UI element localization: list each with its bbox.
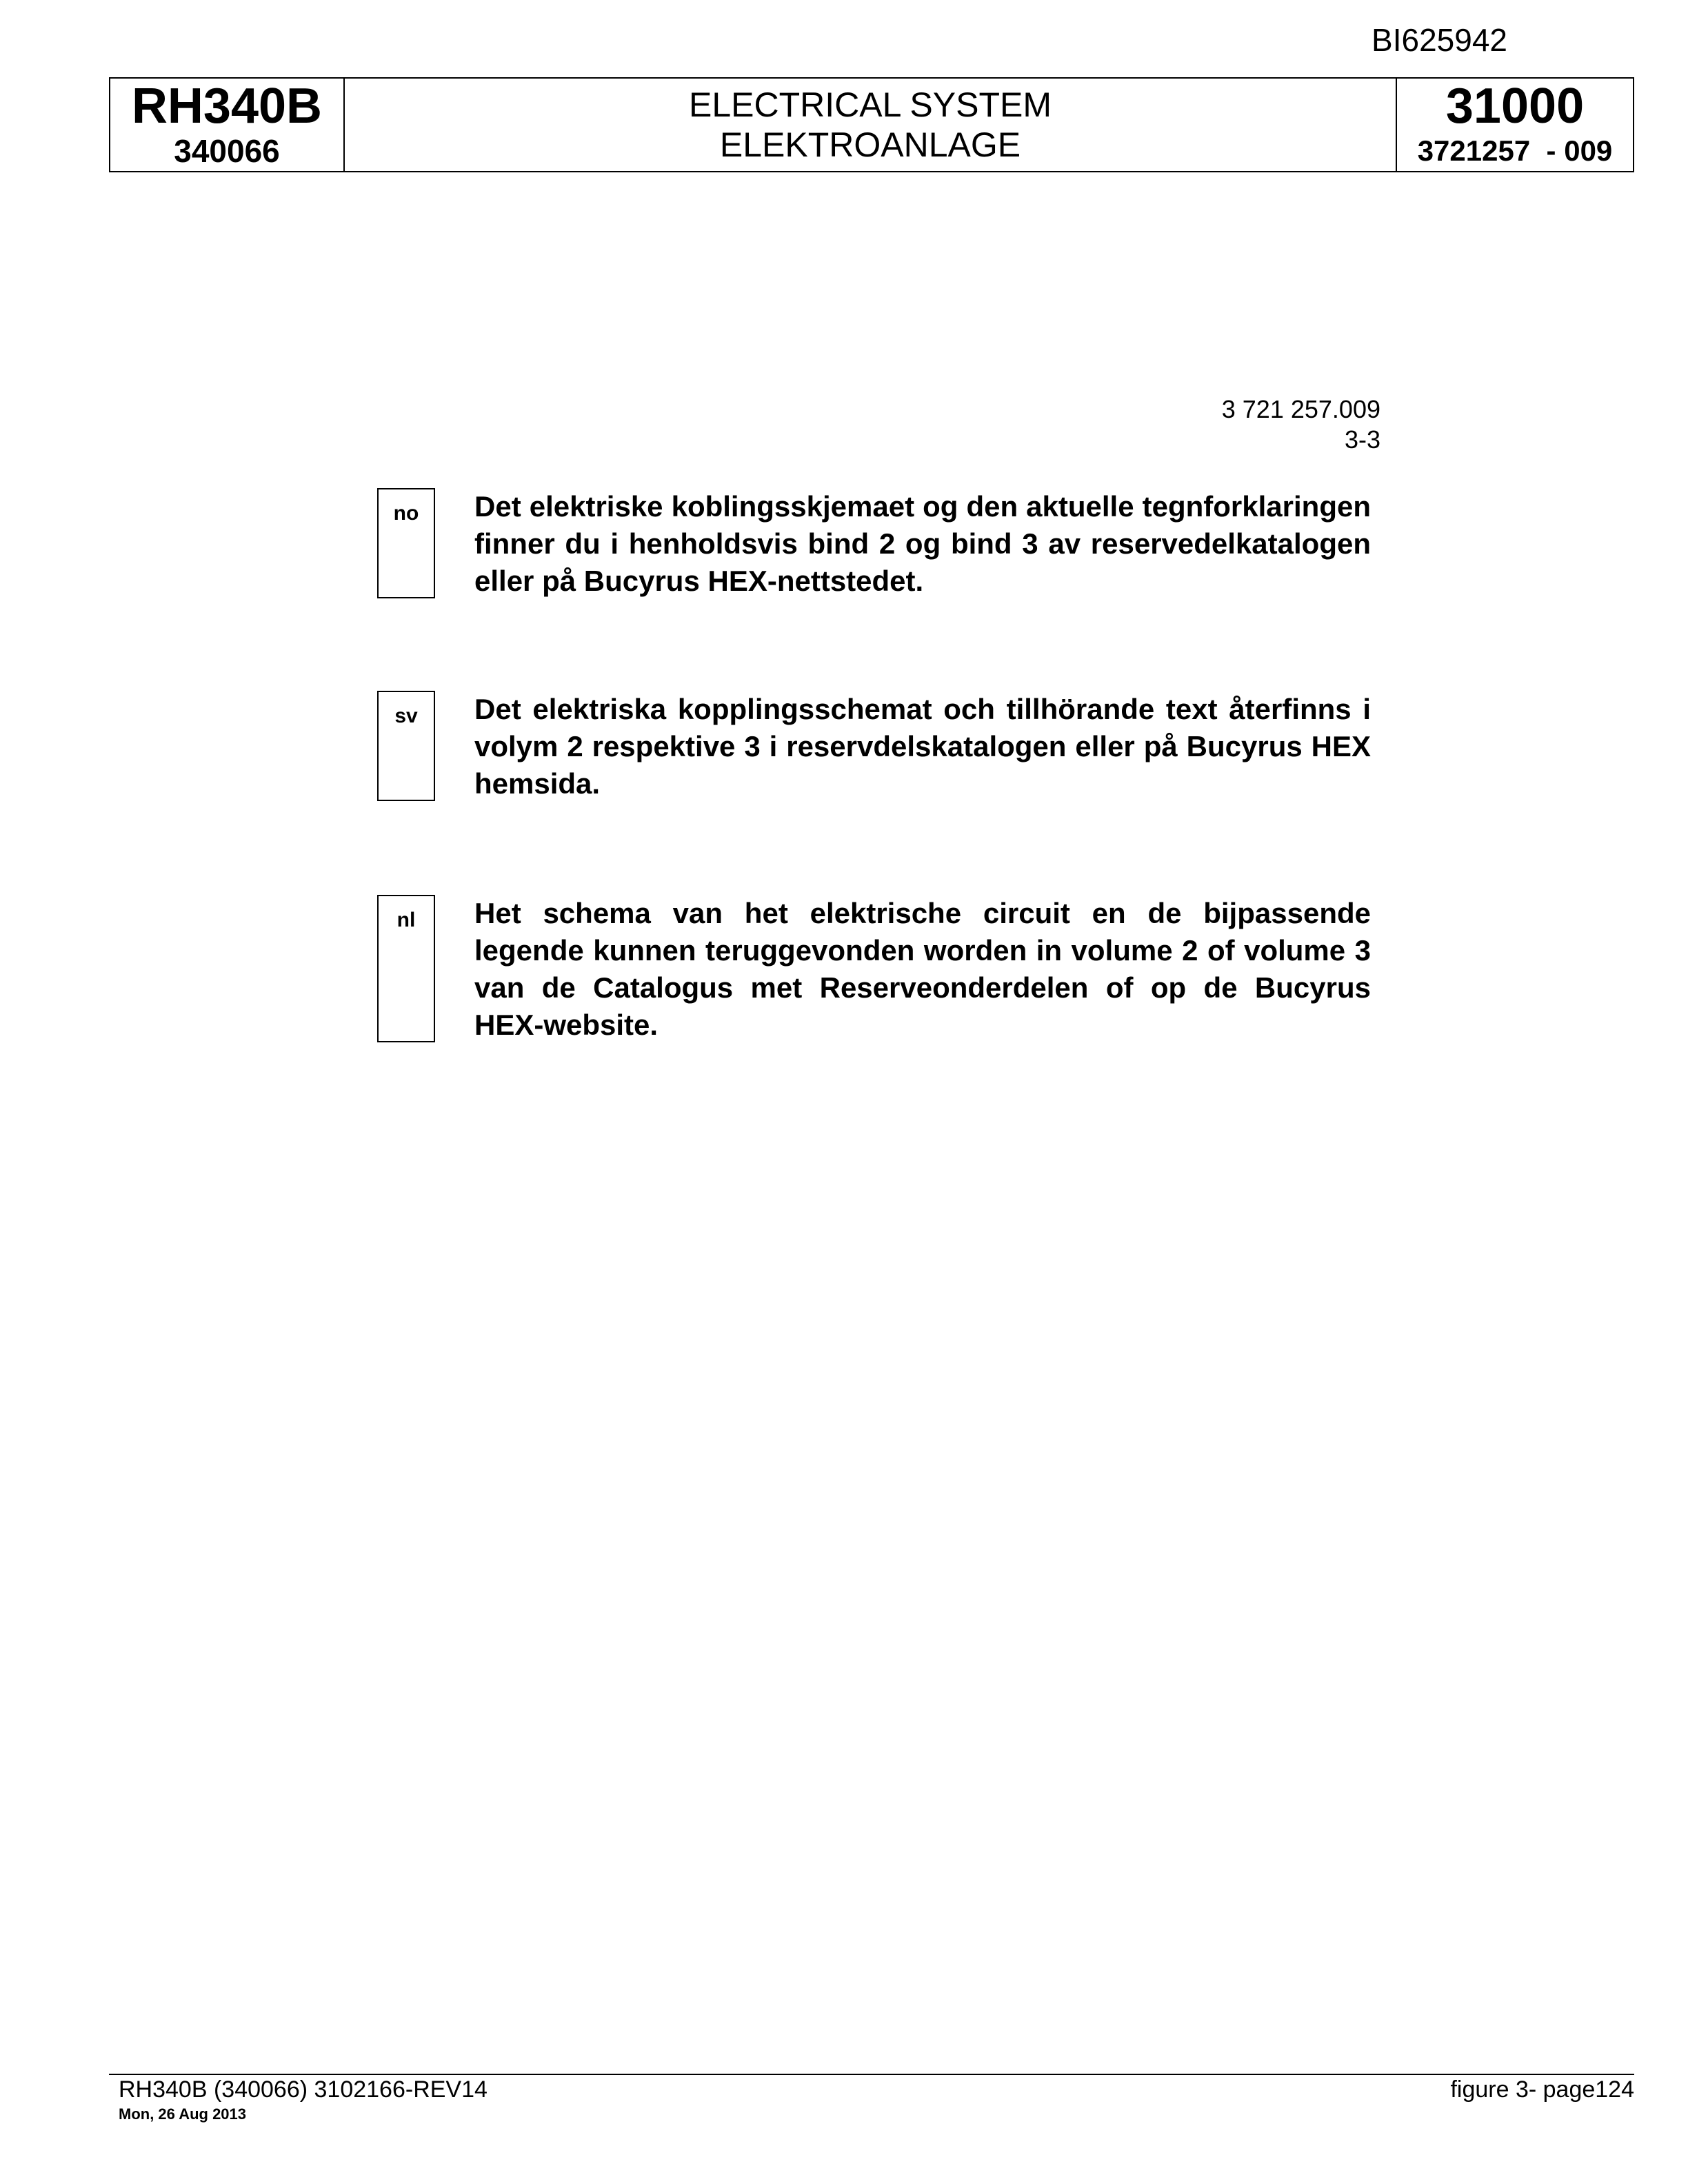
reference-sheet: 3-3 (1344, 425, 1380, 454)
serial-number: 340066 (174, 133, 280, 169)
document-id: BI625942 (1372, 22, 1507, 58)
note-text-nl: Het schema van het elektrische circuit en de bijpassende legende kunnen teruggevonden worden in volume 2 of volume 3 van de Catalogus met Reserveonderdelen of op de Bucyrus HEX-website. (474, 897, 1371, 1041)
language-box-sv: sv (377, 691, 435, 801)
footer-date: Mon, 26 Aug 2013 (119, 2105, 247, 2123)
section-number: 31000 (1445, 79, 1585, 134)
model-cell (110, 79, 345, 171)
part-number: 3721257 - 009 (1417, 134, 1613, 167)
language-box-no: no (377, 488, 435, 598)
note-text-sv: Det elektriska kopplingsschemat och tillhörande text återfinns i volym 2 respektive 3 i reservdelskatalogen eller på Bucyrus HEX hemsida. (474, 693, 1371, 800)
note-text-no: Det elektriske koblingsskjemaet og den aktuelle tegnforklaringen finner du i henholdsvis bind 2 og bind 3 av reservedelkatalogen eller på Bucyrus HEX-nettstedet. (474, 490, 1371, 597)
title-english: ELECTRICAL SYSTEM (688, 85, 1052, 124)
footer-document-ref: RH340B (340066) 3102166-REV14 (119, 2076, 488, 2103)
title-german: ELEKTROANLAGE (719, 125, 1021, 164)
language-box-nl: nl (377, 895, 435, 1042)
section-cell (1397, 79, 1633, 171)
footer-page-ref: figure 3- page124 (1450, 2076, 1634, 2103)
model-name: RH340B (131, 79, 323, 134)
reference-block (1222, 394, 1380, 455)
header-table (109, 77, 1634, 172)
reference-number: 3 721 257.009 (1221, 395, 1380, 423)
title-cell (345, 79, 1397, 171)
